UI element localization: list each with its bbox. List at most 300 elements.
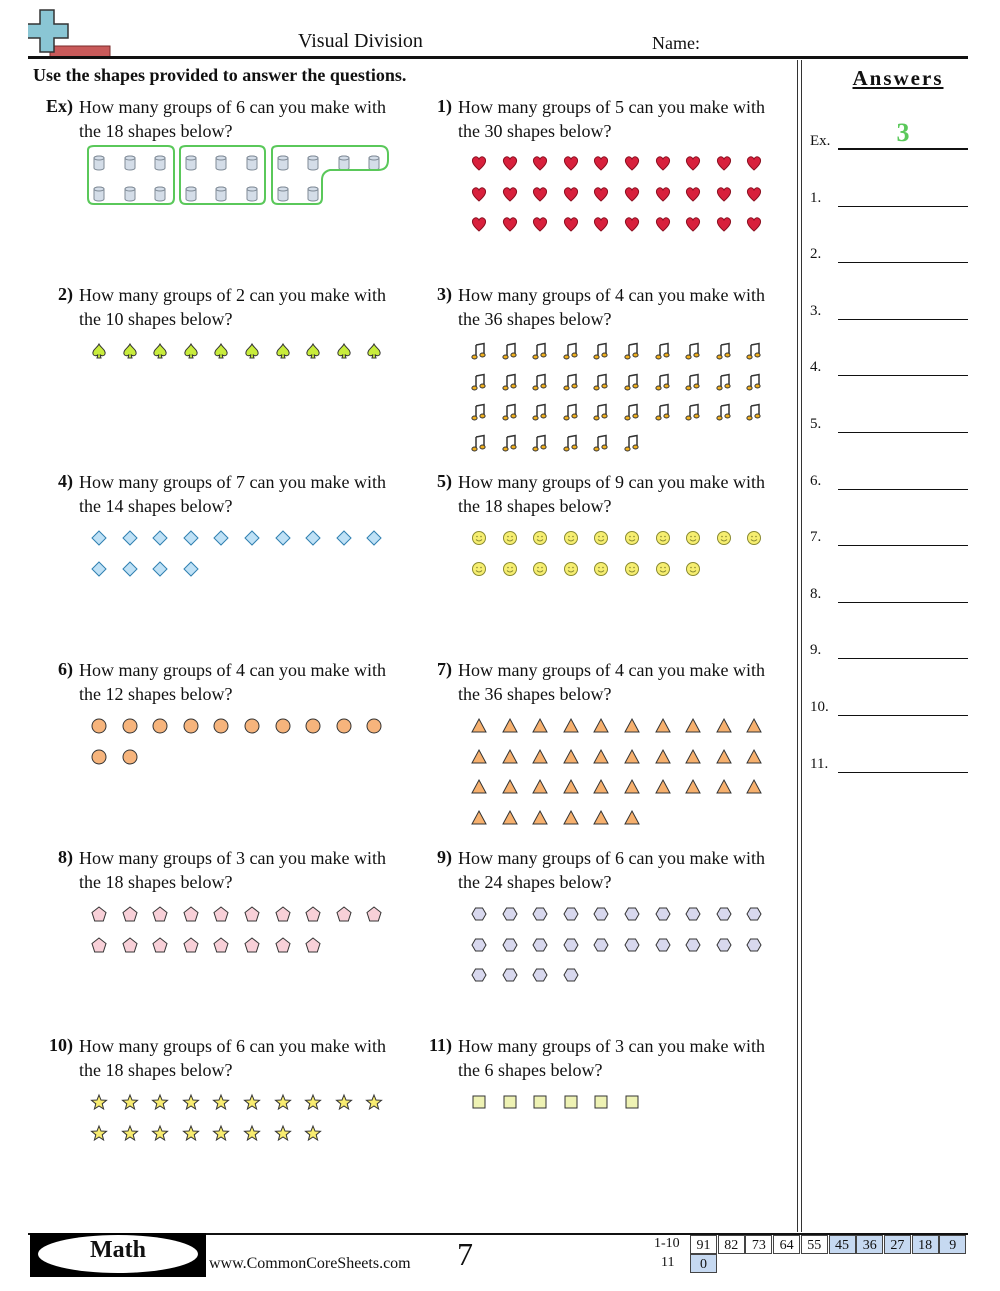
triangle-icon — [592, 717, 610, 735]
answers-title: Answers — [852, 66, 944, 90]
star-icon — [304, 1093, 322, 1111]
pentagon-icon — [304, 905, 322, 923]
answer-divider — [797, 60, 798, 1232]
heart-icon — [501, 185, 519, 203]
triangle-icon — [592, 809, 610, 827]
diamond-icon — [90, 529, 108, 547]
question-number: 11) — [428, 1035, 452, 1055]
question — [33, 659, 393, 839]
answer-label: 6. — [810, 472, 822, 489]
star-icon — [212, 1093, 230, 1111]
hexagon-icon — [531, 905, 549, 923]
star-icon — [274, 1124, 292, 1142]
smiley-icon — [562, 529, 580, 547]
hexagon-icon — [745, 905, 763, 923]
triangle-icon — [562, 778, 580, 796]
note-icon — [592, 403, 610, 421]
answer-row — [810, 243, 968, 263]
hexagon-icon — [531, 966, 549, 984]
hexagon-icon — [562, 966, 580, 984]
question — [412, 1035, 772, 1215]
circle-icon — [304, 717, 322, 735]
answer-line[interactable] — [838, 375, 968, 376]
triangle-icon — [623, 809, 641, 827]
triangle-icon — [531, 748, 549, 766]
diamond-icon — [304, 529, 322, 547]
diamond-icon — [365, 529, 383, 547]
answer-row — [810, 583, 968, 603]
answer-divider — [801, 60, 802, 1232]
star-icon — [121, 1093, 139, 1111]
square-icon — [592, 1093, 610, 1111]
smiley-icon — [715, 529, 733, 547]
heart-icon — [715, 154, 733, 172]
worksheet-title: Visual Division — [298, 30, 423, 52]
answer-row — [810, 753, 968, 773]
smiley-icon — [501, 560, 519, 578]
heart-icon — [745, 185, 763, 203]
pentagon-icon — [274, 936, 292, 954]
heart-icon — [470, 215, 488, 233]
heart-icon — [684, 185, 702, 203]
circle-icon — [274, 717, 292, 735]
hexagon-icon — [623, 936, 641, 954]
smiley-icon — [470, 529, 488, 547]
triangle-icon — [501, 748, 519, 766]
triangle-icon — [531, 809, 549, 827]
smiley-icon — [654, 529, 672, 547]
note-icon — [623, 434, 641, 452]
answer-line[interactable] — [838, 432, 968, 433]
question-number: 2) — [58, 284, 73, 304]
star-icon — [182, 1124, 200, 1142]
note-icon — [562, 373, 580, 391]
circle-icon — [212, 717, 230, 735]
note-icon — [684, 373, 702, 391]
pentagon-icon — [182, 936, 200, 954]
triangle-icon — [745, 748, 763, 766]
square-icon — [562, 1093, 580, 1111]
question-text: How many groups of 4 can you make with the 36 shapes below? — [458, 285, 765, 329]
note-icon — [623, 373, 641, 391]
heart-icon — [654, 215, 672, 233]
note-icon — [684, 342, 702, 360]
triangle-icon — [501, 778, 519, 796]
note-icon — [684, 403, 702, 421]
answer-row — [810, 356, 968, 376]
triangle-icon — [745, 717, 763, 735]
score-cell: 82 — [718, 1235, 745, 1254]
group-outline — [180, 146, 265, 204]
note-icon — [501, 403, 519, 421]
answer-row — [810, 300, 968, 320]
answer-row — [810, 118, 968, 150]
spade-icon — [365, 342, 383, 360]
triangle-icon — [501, 809, 519, 827]
group-outline — [272, 146, 388, 204]
triangle-icon — [531, 778, 549, 796]
note-icon — [470, 403, 488, 421]
smiley-icon — [654, 560, 672, 578]
note-icon — [531, 342, 549, 360]
circle-icon — [121, 717, 139, 735]
circle-icon — [182, 717, 200, 735]
answer-line[interactable] — [838, 545, 968, 546]
question-text: How many groups of 6 can you make with the 18 shapes below? — [79, 97, 386, 141]
answer-row — [810, 187, 968, 207]
note-icon — [715, 403, 733, 421]
question-text: How many groups of 3 can you make with the 6 shapes below? — [458, 1036, 765, 1080]
note-icon — [623, 342, 641, 360]
circle-icon — [151, 717, 169, 735]
pentagon-icon — [90, 905, 108, 923]
pentagon-icon — [151, 905, 169, 923]
question-number: Ex) — [46, 96, 73, 116]
hexagon-icon — [470, 936, 488, 954]
group-outlines — [80, 144, 400, 214]
spade-icon — [212, 342, 230, 360]
hexagon-icon — [623, 905, 641, 923]
heart-icon — [501, 154, 519, 172]
diamond-icon — [151, 560, 169, 578]
question-number: 6) — [58, 659, 73, 679]
question-number: 4) — [58, 471, 73, 491]
hexagon-icon — [592, 936, 610, 954]
circle-icon — [90, 748, 108, 766]
pentagon-icon — [121, 936, 139, 954]
hexagon-icon — [501, 936, 519, 954]
smiley-icon — [592, 560, 610, 578]
note-icon — [470, 373, 488, 391]
diamond-icon — [121, 529, 139, 547]
triangle-icon — [470, 809, 488, 827]
pentagon-icon — [212, 936, 230, 954]
question-number: 1) — [437, 96, 452, 116]
note-icon — [745, 342, 763, 360]
triangle-icon — [654, 717, 672, 735]
pentagon-icon — [151, 936, 169, 954]
triangle-icon — [623, 748, 641, 766]
question-number: 7) — [437, 659, 452, 679]
page-number: 7 — [457, 1236, 473, 1272]
heart-icon — [592, 154, 610, 172]
diamond-icon — [182, 560, 200, 578]
question-text: How many groups of 4 can you make with the 12 shapes below? — [79, 660, 386, 704]
answer-label: 3. — [810, 302, 822, 319]
heart-icon — [470, 185, 488, 203]
triangle-icon — [470, 748, 488, 766]
answer-row — [810, 470, 968, 490]
pentagon-icon — [182, 905, 200, 923]
answer-line[interactable] — [838, 319, 968, 320]
spade-icon — [90, 342, 108, 360]
note-icon — [623, 403, 641, 421]
question-text: How many groups of 4 can you make with the 36 shapes below? — [458, 660, 765, 704]
question — [33, 284, 393, 464]
answer-line[interactable] — [838, 489, 968, 490]
answer-line[interactable] — [838, 602, 968, 603]
hexagon-icon — [501, 905, 519, 923]
plus-logo-icon — [28, 8, 112, 60]
hexagon-icon — [684, 905, 702, 923]
note-icon — [501, 342, 519, 360]
note-icon — [562, 403, 580, 421]
hexagon-icon — [745, 936, 763, 954]
diamond-icon — [243, 529, 261, 547]
answer-label: 7. — [810, 529, 822, 546]
header-rule — [28, 56, 968, 59]
star-icon — [243, 1093, 261, 1111]
heart-icon — [684, 215, 702, 233]
heart-icon — [654, 185, 672, 203]
score-cell: 9 — [939, 1235, 966, 1254]
triangle-icon — [654, 748, 672, 766]
score-cell: 91 — [690, 1235, 717, 1254]
triangle-icon — [684, 778, 702, 796]
heart-icon — [684, 154, 702, 172]
answer-row — [810, 526, 968, 546]
question-text: How many groups of 3 can you make with the 18 shapes below? — [79, 848, 386, 892]
circle-icon — [90, 717, 108, 735]
circle-icon — [121, 748, 139, 766]
heart-icon — [531, 215, 549, 233]
hexagon-icon — [562, 905, 580, 923]
triangle-icon — [470, 717, 488, 735]
question-number: 8) — [58, 847, 73, 867]
star-icon — [151, 1124, 169, 1142]
question-text: How many groups of 9 can you make with the 18 shapes below? — [458, 472, 765, 516]
pentagon-icon — [335, 905, 353, 923]
smiley-icon — [531, 560, 549, 578]
heart-icon — [470, 154, 488, 172]
star-icon — [243, 1124, 261, 1142]
triangle-icon — [470, 778, 488, 796]
diamond-icon — [121, 560, 139, 578]
heart-icon — [592, 215, 610, 233]
score-cell: 27 — [884, 1235, 911, 1254]
score-cell: 73 — [745, 1235, 772, 1254]
smiley-icon — [684, 529, 702, 547]
square-icon — [501, 1093, 519, 1111]
heart-icon — [562, 185, 580, 203]
answer-label: 5. — [810, 416, 822, 432]
square-icon — [470, 1093, 488, 1111]
spade-icon — [304, 342, 322, 360]
heart-icon — [531, 185, 549, 203]
note-icon — [654, 403, 672, 421]
smiley-icon — [470, 560, 488, 578]
note-icon — [745, 403, 763, 421]
note-icon — [745, 373, 763, 391]
hexagon-icon — [531, 936, 549, 954]
spade-icon — [121, 342, 139, 360]
note-icon — [715, 342, 733, 360]
triangle-icon — [715, 778, 733, 796]
site-url: www.CommonCoreSheets.com — [209, 1255, 411, 1272]
heart-icon — [501, 215, 519, 233]
answer-line[interactable] — [838, 148, 968, 150]
heart-icon — [623, 185, 641, 203]
group-outline — [88, 146, 174, 204]
heart-icon — [745, 215, 763, 233]
star-icon — [212, 1124, 230, 1142]
question — [33, 471, 393, 651]
answer-row — [810, 413, 968, 433]
star-icon — [151, 1093, 169, 1111]
answer-label: 4. — [810, 359, 822, 376]
star-icon — [335, 1093, 353, 1111]
note-icon — [715, 373, 733, 391]
answer-label: Ex. — [810, 133, 831, 149]
question-text: How many groups of 6 can you make with the 24 shapes below? — [458, 848, 765, 892]
square-icon — [531, 1093, 549, 1111]
triangle-icon — [562, 809, 580, 827]
triangle-icon — [592, 778, 610, 796]
heart-icon — [745, 154, 763, 172]
answer-label: 8. — [810, 585, 822, 602]
spade-icon — [243, 342, 261, 360]
pentagon-icon — [121, 905, 139, 923]
hexagon-icon — [592, 905, 610, 923]
triangle-icon — [654, 778, 672, 796]
note-icon — [470, 342, 488, 360]
spade-icon — [182, 342, 200, 360]
note-icon — [654, 342, 672, 360]
question-text: How many groups of 5 can you make with the 30 shapes below? — [458, 97, 765, 141]
score-cell: 64 — [773, 1235, 800, 1254]
note-icon — [531, 373, 549, 391]
answer-value: 3 — [896, 118, 910, 147]
triangle-icon — [715, 748, 733, 766]
answer-line[interactable] — [838, 206, 968, 207]
spade-icon — [151, 342, 169, 360]
score-row-label: 11 — [661, 1255, 675, 1270]
star-icon — [121, 1124, 139, 1142]
diamond-icon — [212, 529, 230, 547]
heart-icon — [623, 215, 641, 233]
heart-icon — [623, 154, 641, 172]
hexagon-icon — [715, 905, 733, 923]
triangle-icon — [501, 717, 519, 735]
diamond-icon — [182, 529, 200, 547]
triangle-icon — [684, 748, 702, 766]
instructions: Use the shapes provided to answer the questions. — [33, 65, 407, 85]
answer-line[interactable] — [838, 715, 968, 716]
question-number: 5) — [437, 471, 452, 491]
star-icon — [90, 1124, 108, 1142]
spade-icon — [335, 342, 353, 360]
circle-icon — [365, 717, 383, 735]
triangle-icon — [684, 717, 702, 735]
pentagon-icon — [90, 936, 108, 954]
answer-line[interactable] — [838, 658, 968, 659]
note-icon — [531, 434, 549, 452]
star-icon — [182, 1093, 200, 1111]
diamond-icon — [90, 560, 108, 578]
star-icon — [304, 1124, 322, 1142]
triangle-icon — [531, 717, 549, 735]
hexagon-icon — [684, 936, 702, 954]
note-icon — [501, 434, 519, 452]
pentagon-icon — [274, 905, 292, 923]
note-icon — [592, 342, 610, 360]
score-cell: 45 — [829, 1235, 856, 1254]
star-icon — [365, 1093, 383, 1111]
note-icon — [470, 434, 488, 452]
answer-line[interactable] — [838, 262, 968, 263]
smiley-icon — [531, 529, 549, 547]
heart-icon — [715, 185, 733, 203]
math-brand: Math — [90, 1237, 146, 1263]
star-icon — [274, 1093, 292, 1111]
hexagon-icon — [562, 936, 580, 954]
answer-label: 11. — [810, 755, 829, 772]
pentagon-icon — [212, 905, 230, 923]
question-text: How many groups of 7 can you make with the 14 shapes below? — [79, 472, 386, 516]
circle-icon — [335, 717, 353, 735]
note-icon — [562, 434, 580, 452]
heart-icon — [592, 185, 610, 203]
score-row-label: 1-10 — [654, 1236, 680, 1251]
triangle-icon — [623, 778, 641, 796]
circle-icon — [243, 717, 261, 735]
answer-label: 2. — [810, 246, 822, 263]
score-cell: 18 — [912, 1235, 939, 1254]
heart-icon — [531, 154, 549, 172]
answer-label: 1. — [810, 189, 822, 206]
heart-icon — [562, 215, 580, 233]
triangle-icon — [562, 748, 580, 766]
question-number: 9) — [437, 847, 452, 867]
hexagon-icon — [654, 936, 672, 954]
smiley-icon — [501, 529, 519, 547]
smiley-icon — [745, 529, 763, 547]
smiley-icon — [592, 529, 610, 547]
pentagon-icon — [243, 936, 261, 954]
score-cell: 55 — [801, 1235, 828, 1254]
triangle-icon — [592, 748, 610, 766]
pentagon-icon — [365, 905, 383, 923]
diamond-icon — [151, 529, 169, 547]
hexagon-icon — [470, 905, 488, 923]
score-cell: 0 — [690, 1254, 717, 1273]
score-cell: 36 — [856, 1235, 883, 1254]
note-icon — [592, 434, 610, 452]
triangle-icon — [562, 717, 580, 735]
name-label: Name: — [652, 33, 700, 53]
smiley-icon — [684, 560, 702, 578]
smiley-icon — [623, 560, 641, 578]
pentagon-icon — [304, 936, 322, 954]
diamond-icon — [335, 529, 353, 547]
diamond-icon — [274, 529, 292, 547]
question-number: 10) — [49, 1035, 73, 1055]
answer-label: 9. — [810, 642, 822, 659]
pentagon-icon — [243, 905, 261, 923]
answer-row — [810, 639, 968, 659]
triangle-icon — [745, 778, 763, 796]
question-number: 3) — [437, 284, 452, 304]
triangle-icon — [715, 717, 733, 735]
star-icon — [90, 1093, 108, 1111]
question-text: How many groups of 2 can you make with the 10 shapes below? — [79, 285, 386, 329]
note-icon — [654, 373, 672, 391]
note-icon — [501, 373, 519, 391]
note-icon — [531, 403, 549, 421]
hexagon-icon — [715, 936, 733, 954]
spade-icon — [274, 342, 292, 360]
answer-line[interactable] — [838, 772, 968, 773]
